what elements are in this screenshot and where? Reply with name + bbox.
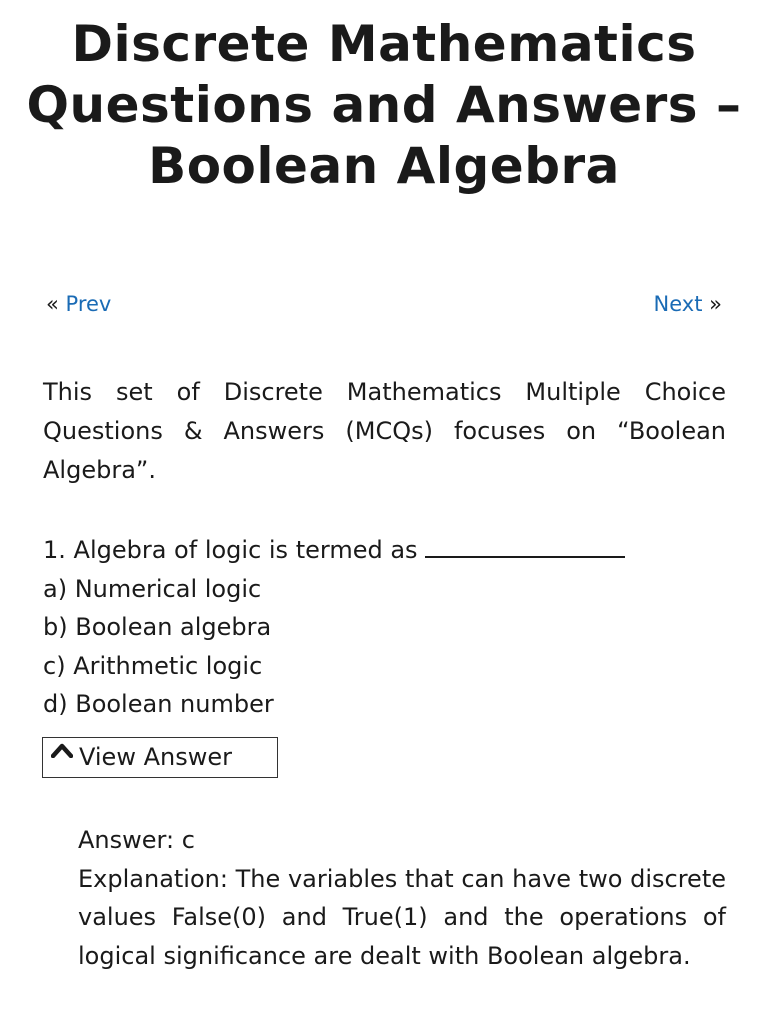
caret-up-icon xyxy=(51,742,73,758)
option-b: b) Boolean algebra xyxy=(43,613,272,641)
question-text: 1. Algebra of logic is termed as xyxy=(43,536,418,564)
option-d: d) Boolean number xyxy=(43,690,274,718)
prev-link-wrapper xyxy=(46,292,111,316)
explanation-text: Explanation: The variables that can have two discrete values False(0) and True(1) and the operations of logical significance are dealt with Boolean algebra. xyxy=(78,864,726,970)
option-c: c) Arithmetic logic xyxy=(43,651,263,680)
question-line xyxy=(43,531,726,570)
next-arrow-icon: » xyxy=(709,292,722,316)
prev-link[interactable]: Prev xyxy=(65,292,112,316)
option-a: a) Numerical logic xyxy=(43,574,262,603)
view-answer-label: View Answer xyxy=(79,743,232,771)
pagination-nav xyxy=(46,292,722,322)
question-block xyxy=(43,531,726,724)
next-link[interactable]: Next xyxy=(653,292,703,316)
intro-paragraph: This set of Discrete Mathematics Multiple Choice Questions & Answers (MCQs) focuses on “Boolean Algebra”. xyxy=(43,378,726,484)
prev-arrow-icon: « xyxy=(46,292,59,316)
answer-text: Answer: c xyxy=(78,826,195,854)
page-title: Discrete Mathematics Questions and Answers – Boolean Algebra xyxy=(26,15,742,195)
next-link-wrapper xyxy=(654,292,722,316)
view-answer-button[interactable] xyxy=(42,737,278,778)
answer-blank xyxy=(425,538,625,558)
answer-block xyxy=(78,821,726,975)
